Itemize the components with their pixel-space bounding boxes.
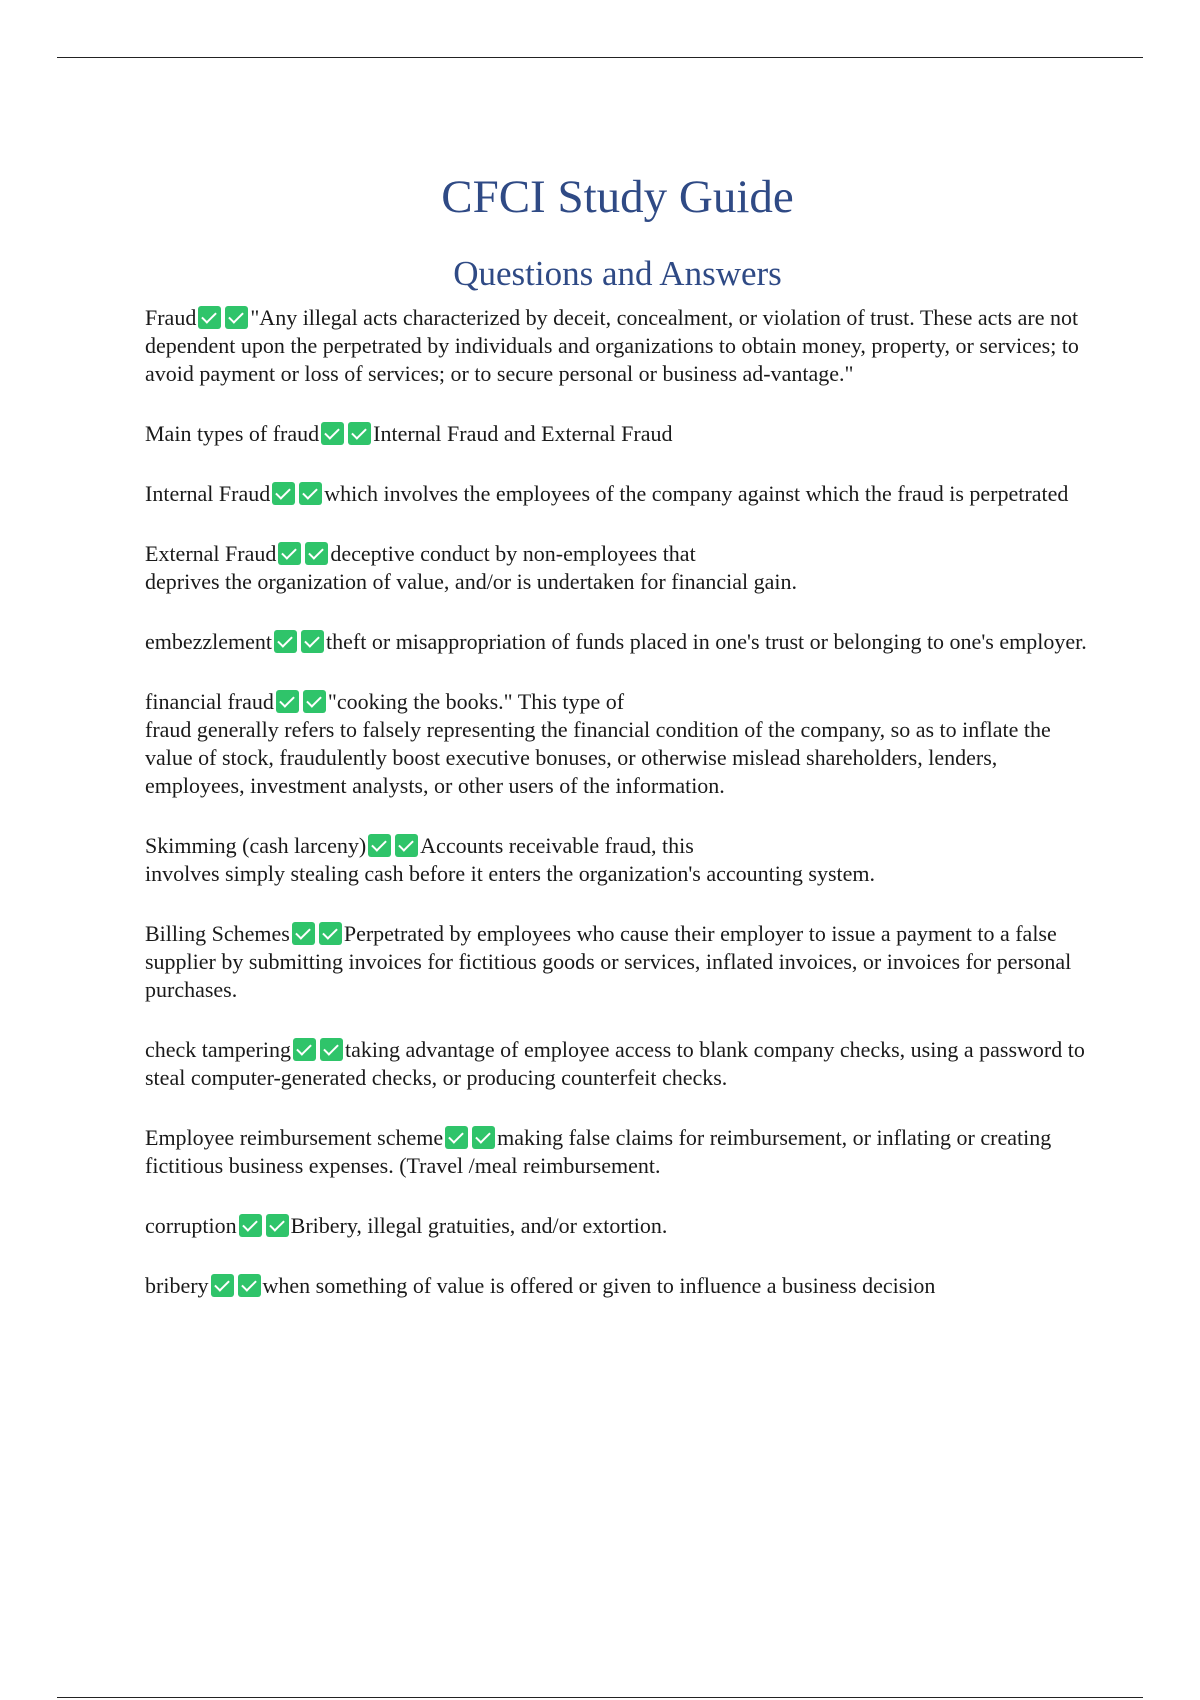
qa-item <box>145 688 1095 800</box>
check-icon <box>266 1214 289 1237</box>
qa-definition: Bribery, illegal gratuities, and/or extortion. <box>290 1213 668 1238</box>
qa-term: embezzlement <box>145 629 273 654</box>
qa-term: corruption <box>145 1213 237 1238</box>
check-icon <box>320 1038 343 1061</box>
check-icon <box>303 690 326 713</box>
check-icon <box>395 834 418 857</box>
check-icon <box>225 306 248 329</box>
check-icon <box>472 1126 495 1149</box>
qa-definition: taking advantage of employee access to blank company checks, using a password to steal computer-generated checks, or producing counterfeit checks. <box>145 1037 1085 1090</box>
check-icon <box>299 482 322 505</box>
qa-term: financial fraud <box>145 689 274 714</box>
qa-definition: making false claims for reimbursement, or inflating or creating fictitious business expenses. (Travel /meal reimbursement. <box>145 1125 1052 1178</box>
qa-definition: Accounts receivable fraud, this involves simply stealing cash before it enters the organization's accounting system. <box>145 833 875 886</box>
check-icon <box>321 422 344 445</box>
check-icon <box>292 922 315 945</box>
qa-item <box>145 832 1095 888</box>
check-icon <box>445 1126 468 1149</box>
check-icon <box>368 834 391 857</box>
check-icon <box>278 542 301 565</box>
qa-term: External Fraud <box>145 541 277 566</box>
qa-definition: deceptive conduct by non-employees that deprives the organization of value, and/or is undertaken for financial gain. <box>145 541 798 594</box>
qa-item <box>145 628 1095 656</box>
check-icon <box>301 630 324 653</box>
qa-item <box>145 304 1095 388</box>
qa-definition: when something of value is offered or given to influence a business decision <box>262 1273 936 1298</box>
qa-definition: theft or misappropriation of funds placed in one's trust or belonging to one's employer. <box>326 629 1087 654</box>
qa-list <box>145 304 1095 1332</box>
qa-term: Skimming (cash larceny) <box>145 833 367 858</box>
qa-definition: Perpetrated by employees who cause their employer to issue a payment to a false supplier by submitting invoices for fictitious goods or services, inflated invoices, or invoices for personal purchases. <box>145 921 1072 1002</box>
check-icon <box>272 482 295 505</box>
qa-item <box>145 480 1095 508</box>
qa-term: Employee reimbursement scheme <box>145 1125 444 1150</box>
check-icon <box>305 542 328 565</box>
bottom-rule <box>57 1697 1143 1698</box>
top-rule <box>57 57 1143 58</box>
qa-item <box>145 1124 1095 1180</box>
qa-definition: Internal Fraud and External Fraud <box>373 421 673 446</box>
check-icon <box>293 1038 316 1061</box>
qa-definition: "Any illegal acts characterized by deceit, concealment, or violation of trust. These acts are not dependent upon the perpetrated by individuals and organizations to obtain money, property, or services; to avoid payment or loss of services; or to secure personal or business ad-vantage." <box>145 305 1079 386</box>
check-icon <box>239 1214 262 1237</box>
qa-item <box>145 920 1095 1004</box>
qa-item <box>145 1212 1095 1240</box>
check-icon <box>274 630 297 653</box>
page-title: CFCI Study Guide <box>441 171 794 223</box>
check-icon <box>348 422 371 445</box>
qa-term: bribery <box>145 1273 209 1298</box>
qa-term: Billing Schemes <box>145 921 290 946</box>
page-subtitle: Questions and Answers <box>453 254 782 293</box>
check-icon <box>238 1274 261 1297</box>
qa-item <box>145 1272 1095 1300</box>
qa-item <box>145 420 1095 448</box>
check-icon <box>319 922 342 945</box>
qa-item <box>145 540 1095 596</box>
check-icon <box>198 306 221 329</box>
qa-term: Internal Fraud <box>145 481 271 506</box>
check-icon <box>211 1274 234 1297</box>
qa-definition: which involves the employees of the company against which the fraud is perpetrated <box>324 481 1069 506</box>
qa-definition: "cooking the books." This type of fraud generally refers to falsely representing the financial condition of the company, so as to inflate the value of stock, fraudulently boost executive bonuses, or otherwise mislead shareholders, lenders, employees, investment analysts, or other users of the information. <box>145 689 1051 798</box>
qa-term: check tampering <box>145 1037 291 1062</box>
qa-term: Fraud <box>145 305 197 330</box>
qa-term: Main types of fraud <box>145 421 320 446</box>
qa-item <box>145 1036 1095 1092</box>
check-icon <box>276 690 299 713</box>
